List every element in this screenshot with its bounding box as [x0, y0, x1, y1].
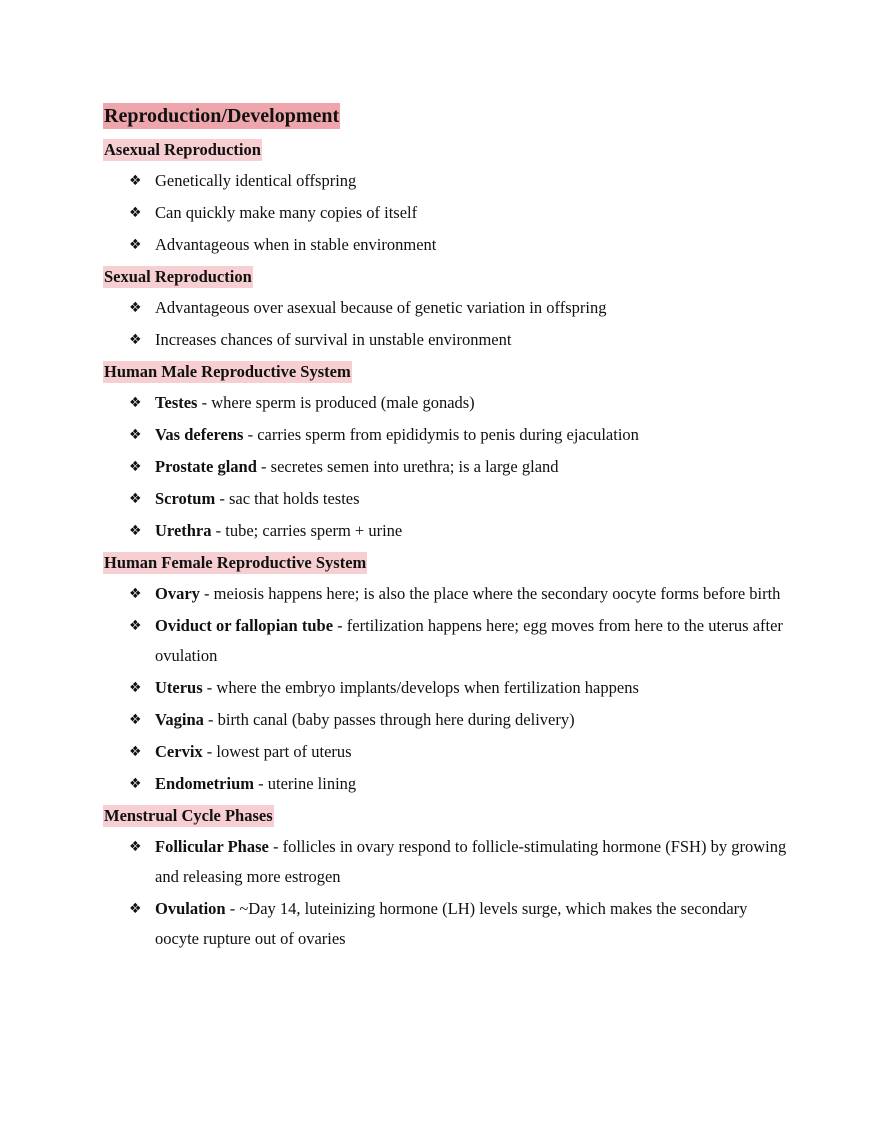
- section: [103, 548, 790, 799]
- item-term: Prostate gland: [155, 457, 257, 476]
- bullet-list: [103, 832, 790, 954]
- item-text: - carries sperm from epididymis to penis during ejaculation: [243, 425, 639, 444]
- list-item: [129, 198, 790, 228]
- list-item: [129, 705, 790, 735]
- item-term: Ovary: [155, 584, 200, 603]
- list-item: [129, 230, 790, 260]
- diamond-bullet-icon: ❖: [129, 744, 142, 760]
- item-text: - birth canal (baby passes through here during delivery): [203, 710, 575, 729]
- list-item: [129, 452, 790, 482]
- list-item: [129, 388, 790, 418]
- section: [103, 135, 790, 260]
- list-item: [129, 420, 790, 450]
- diamond-bullet-icon: ❖: [129, 332, 142, 348]
- diamond-bullet-icon: ❖: [129, 523, 142, 539]
- item-text: - lowest part of uterus: [202, 742, 352, 761]
- list-item: [129, 611, 790, 671]
- bullet-list: [103, 293, 790, 355]
- item-term: Follicular Phase: [155, 837, 269, 856]
- item-text: - meiosis happens here; is also the place where the secondary oocyte forms before birth: [199, 584, 781, 603]
- diamond-bullet-icon: ❖: [129, 427, 142, 443]
- section-heading: Asexual Reproduction: [104, 140, 261, 159]
- item-term: Oviduct or fallopian tube: [155, 616, 334, 635]
- section: [103, 357, 790, 546]
- item-term: Endometrium: [155, 774, 254, 793]
- list-item: [129, 673, 790, 703]
- item-term: Uterus: [155, 678, 203, 697]
- diamond-bullet-icon: ❖: [129, 712, 142, 728]
- item-text: - sac that holds testes: [215, 489, 360, 508]
- list-item: [129, 293, 790, 323]
- item-text: Advantageous when in stable environment: [155, 235, 437, 254]
- item-term: Testes: [155, 393, 198, 412]
- diamond-bullet-icon: ❖: [129, 491, 142, 507]
- list-item: [129, 769, 790, 799]
- item-text: - where sperm is produced (male gonads): [197, 393, 475, 412]
- diamond-bullet-icon: ❖: [129, 901, 142, 917]
- item-text: - where the embryo implants/develops when fertilization happens: [202, 678, 639, 697]
- diamond-bullet-icon: ❖: [129, 459, 142, 475]
- item-text: Advantageous over asexual because of genetic variation in offspring: [155, 298, 607, 317]
- list-item: [129, 484, 790, 514]
- item-term: Urethra: [155, 521, 212, 540]
- diamond-bullet-icon: ❖: [129, 839, 142, 855]
- item-text: - tube; carries sperm + urine: [211, 521, 403, 540]
- sections-container: [103, 135, 790, 954]
- item-text: - secretes semen into urethra; is a large gland: [256, 457, 559, 476]
- section: [103, 262, 790, 355]
- list-item: [129, 579, 790, 609]
- section-heading: Human Male Reproductive System: [104, 362, 351, 381]
- item-text: - uterine lining: [254, 774, 357, 793]
- item-term: Vas deferens: [155, 425, 244, 444]
- list-item: [129, 325, 790, 355]
- item-term: Ovulation: [155, 899, 226, 918]
- section-heading: Menstrual Cycle Phases: [104, 806, 273, 825]
- item-term: Vagina: [155, 710, 204, 729]
- list-item: [129, 516, 790, 546]
- item-text: - fertilization happens here; egg moves from here to the uterus after ovulation: [155, 616, 783, 665]
- list-item: [129, 832, 790, 892]
- diamond-bullet-icon: ❖: [129, 300, 142, 316]
- section-heading: Human Female Reproductive System: [104, 553, 367, 572]
- item-text: Genetically identical offspring: [155, 171, 357, 190]
- bullet-list: [103, 579, 790, 799]
- list-item: [129, 737, 790, 767]
- diamond-bullet-icon: ❖: [129, 395, 142, 411]
- item-text: Increases chances of survival in unstable environment: [155, 330, 512, 349]
- list-item: [129, 894, 790, 954]
- item-text: - ~Day 14, luteinizing hormone (LH) levels surge, which makes the secondary oocyte rupture out of ovaries: [155, 899, 748, 948]
- item-text: Can quickly make many copies of itself: [155, 203, 418, 222]
- item-text: - follicles in ovary respond to follicle-stimulating hormone (FSH) by growing and releasing more estrogen: [155, 837, 787, 886]
- list-item: [129, 166, 790, 196]
- item-term: Cervix: [155, 742, 203, 761]
- bullet-list: [103, 166, 790, 260]
- diamond-bullet-icon: ❖: [129, 237, 142, 253]
- diamond-bullet-icon: ❖: [129, 618, 142, 634]
- diamond-bullet-icon: ❖: [129, 776, 142, 792]
- diamond-bullet-icon: ❖: [129, 205, 142, 221]
- diamond-bullet-icon: ❖: [129, 586, 142, 602]
- page-title: Reproduction/Development: [104, 105, 340, 127]
- bullet-list: [103, 388, 790, 546]
- section: [103, 801, 790, 954]
- section-heading: Sexual Reproduction: [104, 267, 252, 286]
- item-term: Scrotum: [155, 489, 216, 508]
- diamond-bullet-icon: ❖: [129, 680, 142, 696]
- diamond-bullet-icon: ❖: [129, 173, 142, 189]
